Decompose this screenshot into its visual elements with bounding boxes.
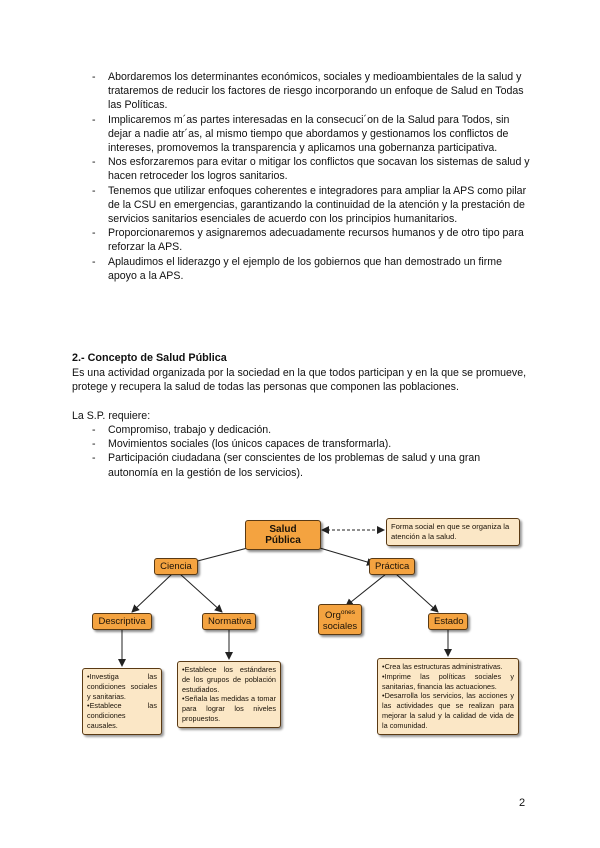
list-item: - Compromiso, trabajo y dedicación. [92, 423, 532, 437]
estado-node: Estado [428, 613, 468, 630]
note-item: • Establece las condiciones causales. [87, 701, 157, 730]
bullet-text: Movimientos sociales (los únicos capaces de transformarla). [108, 438, 392, 451]
list-item: - Participación ciudadana (ser conscientes de los problemas de salud y una gran autonomía en la gestión de los servicios). [92, 451, 532, 479]
bullet-text: Tenemos que utilizar enfoques coherentes e integradores para ampliar la APS como pilar de la CSU en emergencias, garantizando la continuidad de la atención y la prestación de servicios sanitarios esenciales de acuerdo con los principios humanitarios. [108, 184, 527, 226]
requires-label: La S.P. requiere: [72, 410, 151, 422]
descriptiva-notes [82, 668, 162, 735]
org-suffix: sociales [322, 621, 358, 633]
normativa-node: Normativa [202, 613, 256, 630]
descriptiva-node: Descriptiva [92, 613, 152, 630]
note-item: • Investiga las condiciones sociales y sanitarias. [87, 672, 157, 701]
bullet-text: Proporcionaremos y asignaremos adecuadamente recursos humanos y de otro tipo para reforzar la APS. [108, 227, 524, 254]
org-prefix: Org [325, 610, 341, 622]
bullet-text: Implicaremos m´as partes interesadas en la consecuci´on de la Salud para Todos, sin dejar a nadie atr´as, al mismo tiempo que abordamos y gestionamos los conflictos de intereses, promovemos la transparencia y aplicamos una gobernanza participativa. [108, 113, 510, 155]
organizaciones-sociales-node [318, 604, 362, 635]
list-item: - Nos esforzaremos para evitar o mitigar los conflictos que socavan los sistemas de salud y hacen retroceder los logros sanitarios. [92, 155, 532, 183]
section-heading: 2.- Concepto de Salud Pública [72, 352, 227, 364]
bullet-text: Nos esforzaremos para evitar o mitigar los conflictos que socavan los sistemas de salud y hacen retroceder los logros sanitarios. [108, 156, 530, 183]
bullet-text: Abordaremos los determinantes económicos, sociales y medioambientales de la salud y trataremos de reducir los factores de riesgo incorporando un enfoque de Salud en Todas las Políticas. [108, 71, 524, 112]
bullet-text: Compromiso, trabajo y dedicación. [108, 424, 272, 436]
list-item: - Implicaremos m´as partes interesadas en la consecuci´on de la Salud para Todos, sin dejar a nadie atr´as, al mismo tiempo que abordamos y gestionamos los conflictos de intereses, promovemos la transparencia y aplicamos una gobernanza participativa. [92, 113, 532, 156]
list-item: - Movimientos sociales (los únicos capaces de transformarla). [92, 437, 532, 451]
ciencia-node: Ciencia [154, 558, 198, 575]
arrow-ciencia-descriptiva [132, 574, 172, 612]
estado-notes [377, 658, 519, 735]
bullet-text: Participación ciudadana (ser conscientes de los problemas de salud y una gran autonomía en la gestión de los servicios). [108, 452, 481, 479]
note-item: • Imprime las políticas sociales y sanitarias, financia las actuaciones. [382, 672, 514, 692]
note-item: • Señala las medidas a tomar para lograr los niveles propuestos. [182, 694, 276, 723]
arrow-practica-org [346, 574, 386, 606]
list-item: - Abordaremos los determinantes económicos, sociales y medioambientales de la salud y trataremos de reducir los factores de riesgo incorporando un enfoque de Salud en Todas las Políticas. [92, 70, 532, 113]
main-definition-note: Forma social en que se organiza la atención a la salud. [386, 518, 520, 546]
top-bullet-list [92, 70, 532, 283]
list-item: - Aplaudimos el liderazgo y el ejemplo de los gobiernos que han demostrado un firme apoyo a la APS. [92, 255, 532, 283]
practica-node: Práctica [369, 558, 415, 575]
arrow-ciencia-normativa [180, 574, 222, 612]
section-paragraph: Es una actividad organizada por la sociedad en la que todos participan y en la que se promueve, protege y recupera la salud de todas las personas que componen las poblaciones. [72, 367, 527, 394]
list-item: - Tenemos que utilizar enfoques coherentes e integradores para ampliar la APS como pilar de la CSU en emergencias, garantizando la continuidad de la atención y la prestación de servicios sanitarios esenciales de acuerdo con los principios humanitarios. [92, 184, 532, 227]
requirements-list [92, 423, 532, 480]
bullet-text: Aplaudimos el liderazgo y el ejemplo de los gobiernos que han demostrado un firme apoyo a la APS. [108, 255, 502, 282]
page-number: 2 [519, 797, 526, 809]
list-item: - Proporcionaremos y asignaremos adecuadamente recursos humanos y de otro tipo para reforzar la APS. [92, 226, 532, 254]
note-item: • Desarrolla los servicios, las acciones y las actividades que se realizan para mejorar la salud y la calidad de vida de la comunidad. [382, 691, 514, 730]
org-sup: ones [340, 609, 355, 616]
salud-publica-node: Salud Pública [245, 520, 321, 550]
note-item: • Crea las estructuras administrativas. [382, 662, 514, 672]
note-item: • Establece los estándares de los grupos de población estudiados. [182, 665, 276, 694]
normativa-notes [177, 661, 281, 728]
arrow-practica-estado [396, 574, 438, 612]
concept-diagram [0, 500, 600, 760]
